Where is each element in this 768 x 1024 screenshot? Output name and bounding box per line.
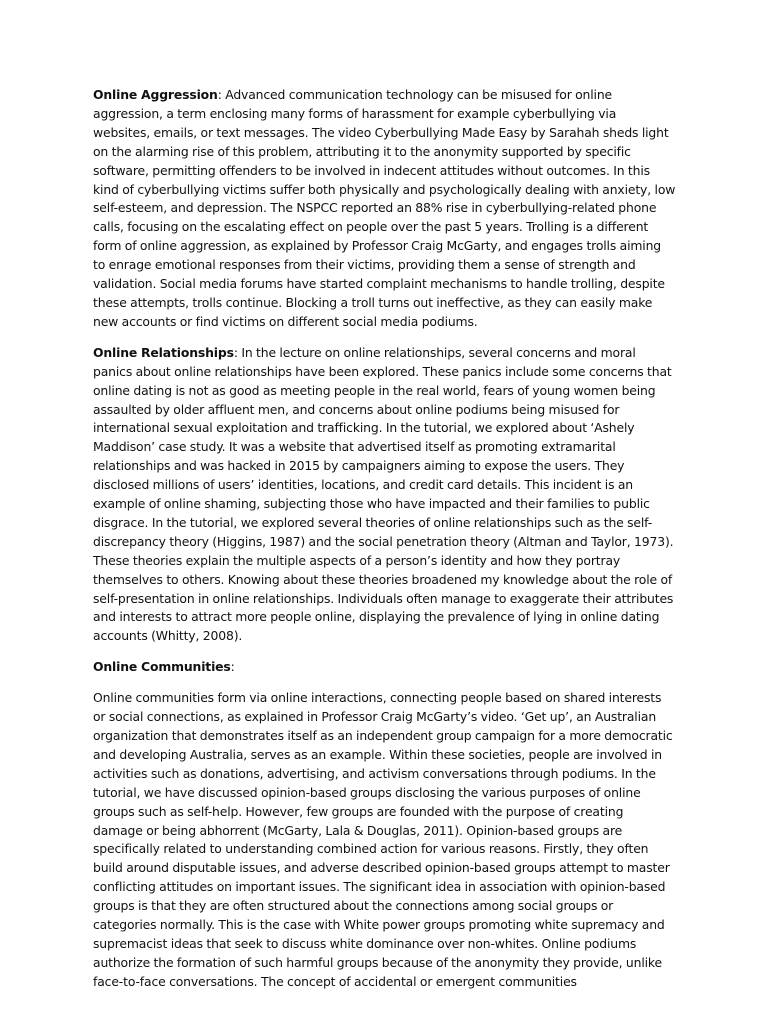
heading-separator: :	[217, 87, 226, 102]
heading-online-communities: Online Communities	[93, 659, 231, 675]
paragraph-online-aggression	[93, 86, 676, 332]
paragraph-online-communities-heading	[93, 658, 676, 677]
paragraph-online-communities: Online communities form via online interactions, connecting people based on shared interests or social connections, as explained in Professor Craig McGarty’s video. ‘Get up’, an Australian organization that demonstrates itself as an independent group campaign for a more democratic and developing Australia, serves as an example. Within these societies, people are involved in activities such as donations, advertising, and activism conversations through podiums. In the tutorial, we have discussed opinion-based groups disclosing the various purposes of online groups such as self-help. However, few groups are founded with the purpose of creating damage or being abhorrent (McGarty, Lala & Douglas, 2011). Opinion-based groups are specifically related to understanding combined action for various reasons. Firstly, they often build around disputable issues, and adverse described opinion-based groups attempt to master conflicting attitudes on important issues. The significant idea in association with opinion-based groups is that they are often structured about the connections among social groups or categories normally. This is the case with White power groups promoting white supremacy and supremacist ideas that seek to discuss white dominance over non-whites. Online podiums authorize the formation of such harmful groups because of the anonymity they provide, unlike face-to-face conversations. The concept of accidental or emergent communities	[93, 690, 673, 989]
body-online-aggression: Advanced communication technology can be misused for online aggression, a term enclosing many forms of harassment for example cyberbullying via websites, emails, or text messages. The video Cyberbullying Made Easy by Sarahah sheds light on the alarming rise of this problem, attributing it to the anonymity supported by specific software, permitting offenders to be involved in indecent attitudes without outcomes. In this kind of cyberbullying victims suffer both physically and psychologically dealing with anxiety, low self-esteem, and depression. The NSPCC reported an 88% rise in cyberbullying-related phone calls, focusing on the escalating effect on people over the past 5 years. Trolling is a different form of online aggression, as explained by Professor Craig McGarty, and engages trolls aiming to enrage emotional responses from their victims, providing them a sense of strength and validation. Social media forums have started complaint mechanisms to handle trolling, despite these attempts, trolls continue. Blocking a troll turns out ineffective, as they can easily make new accounts or find victims on different social media podiums.	[93, 87, 676, 329]
body-online-relationships: In the lecture on online relationships, several concerns and moral panics about online relationships have been explored. These panics include some concerns that online dating is not as good as meeting people in the real world, fears of young women being assaulted by older affluent men, and concerns about online podiums being misused for international sexual exploitation and trafficking. In the tutorial, we explored about ‘Ashely Maddison’ case study. It was a website that advertised itself as promoting extramarital relationships and was hacked in 2015 by campaigners aiming to expose the users. They disclosed millions of users’ identities, locations, and credit card details. This incident is an example of online shaming, subjecting those who have impacted and their families to public disgrace. In the tutorial, we explored several theories of online relationships such as the self-discrepancy theory (Higgins, 1987) and the social penetration theory (Altman and Taylor, 1973). These theories explain the multiple aspects of a person’s identity and how they portray themselves to others. Knowing about these theories broadened my knowledge about the role of self-presentation in online relationships. Individuals often manage to exaggerate their attributes and interests to attract more people online, displaying the prevalence of lying in online dating accounts (Whitty, 2008).	[93, 344, 674, 644]
heading-online-aggression: Online Aggression	[93, 87, 218, 102]
heading-online-relationships: Online Relationships	[93, 344, 234, 360]
heading-separator: :	[230, 659, 235, 675]
heading-separator: :	[233, 344, 242, 360]
paragraph-online-relationships	[93, 344, 676, 647]
